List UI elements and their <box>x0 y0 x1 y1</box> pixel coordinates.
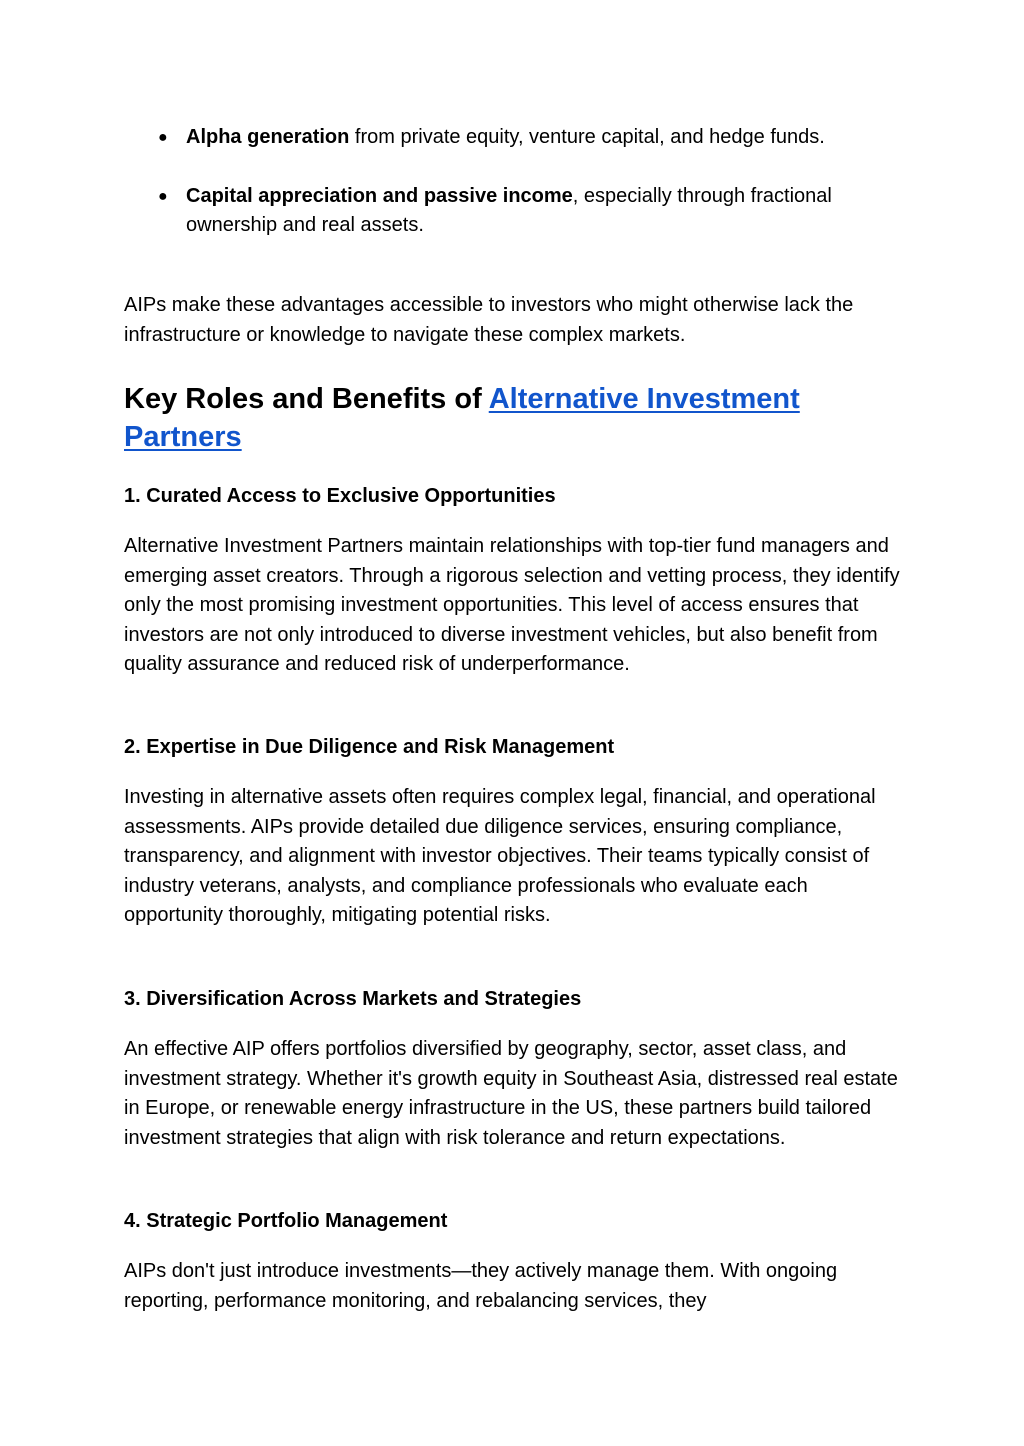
bullet-icon: ● <box>158 187 168 205</box>
section-body-diversification: An effective AIP offers portfolios diversified by geography, sector, asset class, and investment strategy. Whether it's growth equity in Southeast Asia, distressed real estate in Europe, or renewable energy infrastructure in the US, these partners build tailored investment strategies that align with risk tolerance and return expectations. <box>124 1038 898 1149</box>
bullet-text: from private equity, venture capital, and hedge funds. <box>349 126 825 148</box>
section-heading-curated-access: 1. Curated Access to Exclusive Opportunities <box>124 485 556 507</box>
main-heading-prefix: Key Roles and Benefits of <box>124 383 489 415</box>
section-body-curated-access: Alternative Investment Partners maintain relationships with top-tier fund managers and emerging asset creators. Through a rigorous selection and vetting process, they identify only the most promising investment opportunities. This level of access ensures that investors are not only introduced to diverse investment vehicles, but also benefit from quality assurance and reduced risk of underperformance. <box>124 535 900 675</box>
section-body-due-diligence: Investing in alternative assets often requires complex legal, financial, and operational assessments. AIPs provide detailed due diligence services, ensuring compliance, transparency, and alignment with investor objectives. Their teams typically consist of industry veterans, analysts, and compliance professionals who evaluate each opportunity thoroughly, mitigating potential risks. <box>124 786 876 926</box>
section-body-portfolio-management: AIPs don't just introduce investments—they actively manage them. With ongoing reporting, performance monitoring, and rebalancing services, they <box>124 1260 838 1312</box>
bullet-bold-text: Alpha generation <box>186 126 350 148</box>
bullet-item-capital-appreciation <box>124 182 914 241</box>
bullet-list <box>124 123 914 241</box>
alternative-investment-partners-link[interactable]: Alternative Investment Partners <box>124 383 800 453</box>
bullet-icon: ● <box>158 129 168 146</box>
bullet-bold-text: Capital appreciation and passive income <box>186 184 573 207</box>
section-heading-diversification: 3. Diversification Across Markets and Strategies <box>124 988 582 1010</box>
bullet-item-alpha-generation <box>124 123 914 153</box>
main-heading <box>124 380 844 456</box>
bullet-text: , especially through fractional ownership and real assets. <box>186 184 832 236</box>
intro-paragraph: AIPs make these advantages accessible to investors who might otherwise lack the infrastructure or knowledge to navigate these complex markets. <box>124 294 854 346</box>
section-heading-due-diligence: 2. Expertise in Due Diligence and Risk Management <box>124 736 615 758</box>
section-heading-portfolio-management: 4. Strategic Portfolio Management <box>124 1210 448 1232</box>
